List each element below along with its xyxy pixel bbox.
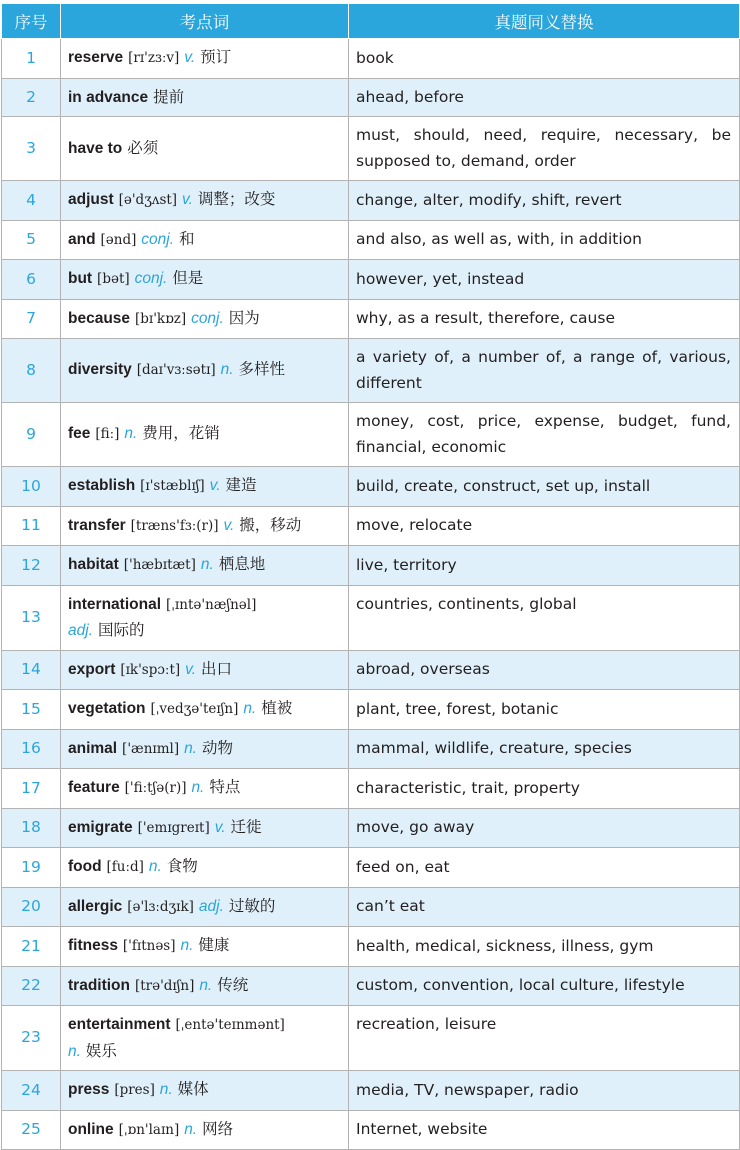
term-chinese-meaning: 迁徙 bbox=[230, 817, 262, 836]
term-chinese-meaning: 栖息地 bbox=[218, 555, 266, 573]
term-part-of-speech: v. bbox=[214, 818, 226, 836]
row-index: 4 bbox=[2, 181, 61, 221]
term-phonetic: [fuːd] bbox=[106, 859, 144, 875]
synonyms-cell: move, relocate bbox=[349, 506, 740, 546]
row-index: 15 bbox=[2, 690, 61, 730]
term-phonetic: [ənd] bbox=[100, 231, 137, 248]
row-index: 11 bbox=[2, 506, 61, 546]
term-chinese-meaning: 健康 bbox=[198, 936, 230, 954]
term-chinese-meaning: 但是 bbox=[172, 269, 204, 287]
synonyms-cell: book bbox=[349, 39, 740, 79]
term-phonetic: [ˌɒn'laɪn] bbox=[118, 1121, 180, 1138]
term-chinese-meaning: 调整；改变 bbox=[197, 190, 276, 208]
term-phonetic: [ə'dʒʌst] bbox=[118, 192, 178, 208]
term-phonetic: [rɪ'zɜːv] bbox=[128, 50, 180, 66]
table-row bbox=[2, 769, 740, 809]
table-body bbox=[2, 39, 740, 1150]
synonyms-cell: however, yet, instead bbox=[349, 260, 740, 300]
term-phonetic: [ˌentə'teɪnmənt] bbox=[175, 1017, 285, 1033]
synonyms-cell: can’t eat bbox=[349, 887, 740, 927]
term-part-of-speech: v. bbox=[223, 516, 235, 534]
term-chinese-meaning: 动物 bbox=[201, 738, 233, 757]
term-cell bbox=[61, 927, 349, 967]
synonyms-cell: a variety of, a number of, a range of, various, different bbox=[349, 339, 740, 403]
term-word: adjust bbox=[68, 191, 114, 208]
term-word: allergic bbox=[68, 897, 123, 915]
term-word: food bbox=[68, 858, 102, 875]
term-cell bbox=[61, 769, 349, 809]
row-index: 17 bbox=[2, 769, 61, 809]
synonyms-cell: and also, as well as, with, in addition bbox=[349, 220, 740, 260]
synonyms-cell: media, TV, newspaper, radio bbox=[349, 1071, 740, 1111]
term-phonetic: [bət] bbox=[97, 271, 130, 287]
synonyms-cell: characteristic, trait, property bbox=[349, 769, 740, 809]
term-cell bbox=[61, 887, 349, 927]
table-row bbox=[2, 181, 740, 221]
term-phonetic: ['ænɪml] bbox=[122, 740, 180, 757]
row-index: 3 bbox=[2, 117, 61, 181]
synonyms-cell: build, create, construct, set up, install bbox=[349, 467, 740, 507]
term-word: diversity bbox=[68, 361, 132, 379]
term-chinese-meaning: 费用，花销 bbox=[142, 424, 220, 443]
synonyms-cell: Internet, website bbox=[349, 1110, 740, 1150]
term-cell bbox=[61, 1006, 349, 1071]
row-index: 21 bbox=[2, 927, 61, 967]
table-header-row bbox=[2, 4, 740, 39]
table-row bbox=[2, 260, 740, 300]
table-row bbox=[2, 546, 740, 586]
term-phonetic: ['fɪtnəs] bbox=[122, 938, 176, 954]
table-row bbox=[2, 690, 740, 730]
term-part-of-speech: adj. bbox=[68, 622, 93, 639]
term-chinese-meaning: 和 bbox=[178, 229, 195, 248]
term-cell bbox=[61, 546, 349, 586]
table-row bbox=[2, 808, 740, 848]
term-part-of-speech: conj. bbox=[141, 230, 175, 248]
table-row bbox=[2, 117, 740, 181]
term-part-of-speech: n. bbox=[180, 937, 194, 954]
term-phonetic: [bɪ'kɒz] bbox=[134, 310, 187, 327]
table-row bbox=[2, 927, 740, 967]
synonyms-cell: plant, tree, forest, botanic bbox=[349, 690, 740, 730]
term-phonetic: ['fiːtʃə(r)] bbox=[124, 780, 187, 796]
table-row bbox=[2, 78, 740, 117]
term-cell bbox=[61, 506, 349, 546]
term-chinese-meaning: 多样性 bbox=[238, 360, 285, 379]
term-word: feature bbox=[68, 779, 120, 796]
term-part-of-speech: n. bbox=[148, 858, 162, 875]
synonyms-cell: feed on, eat bbox=[349, 848, 740, 888]
term-chinese-meaning: 媒体 bbox=[177, 1080, 209, 1098]
term-word: because bbox=[68, 309, 131, 327]
term-word: in advance bbox=[68, 88, 149, 106]
term-chinese-meaning: 因为 bbox=[228, 308, 260, 327]
table-row bbox=[2, 299, 740, 339]
header-index: 序号 bbox=[2, 4, 61, 39]
table-row bbox=[2, 848, 740, 888]
row-index: 23 bbox=[2, 1006, 61, 1071]
term-word: fitness bbox=[68, 937, 118, 954]
term-part-of-speech: n. bbox=[159, 1081, 173, 1098]
term-word: entertainment bbox=[68, 1016, 171, 1033]
term-phonetic: [trə'dɪʃn] bbox=[134, 977, 195, 994]
row-index: 7 bbox=[2, 299, 61, 339]
term-cell bbox=[61, 220, 349, 260]
term-part-of-speech: adj. bbox=[198, 897, 224, 915]
row-index: 13 bbox=[2, 585, 61, 650]
term-phonetic: [træns'fɜː(r)] bbox=[130, 517, 219, 534]
term-cell bbox=[61, 117, 349, 181]
term-part-of-speech: n. bbox=[68, 1042, 81, 1060]
header-keyword: 考点词 bbox=[61, 4, 349, 39]
table-row bbox=[2, 966, 740, 1006]
term-part-of-speech: conj. bbox=[134, 270, 168, 287]
term-cell bbox=[61, 690, 349, 730]
table-row bbox=[2, 506, 740, 546]
term-chinese-meaning: 搬，移动 bbox=[239, 515, 302, 534]
term-cell bbox=[61, 260, 349, 300]
term-phonetic: [fiː] bbox=[95, 426, 120, 443]
term-cell bbox=[61, 78, 349, 117]
table-row bbox=[2, 39, 740, 79]
term-part-of-speech: v. bbox=[184, 49, 196, 66]
term-cell bbox=[61, 585, 349, 650]
term-chinese-meaning: 必须 bbox=[127, 138, 159, 157]
term-cell bbox=[61, 299, 349, 339]
row-index: 22 bbox=[2, 966, 61, 1006]
term-part-of-speech: n. bbox=[184, 739, 197, 757]
synonyms-cell: abroad, overseas bbox=[349, 650, 740, 690]
term-word: tradition bbox=[68, 976, 130, 994]
row-index: 25 bbox=[2, 1110, 61, 1150]
term-word: international bbox=[68, 595, 162, 613]
synonyms-cell: countries, continents, global bbox=[349, 585, 740, 650]
term-cell bbox=[61, 848, 349, 888]
term-word: animal bbox=[68, 739, 118, 757]
term-part-of-speech: v. bbox=[182, 191, 193, 208]
term-part-of-speech: n. bbox=[220, 361, 234, 379]
row-index: 16 bbox=[2, 729, 61, 769]
synonyms-cell: mammal, wildlife, creature, species bbox=[349, 729, 740, 769]
term-phonetic: [ˌɪntə'næʃnəl] bbox=[165, 596, 257, 613]
term-part-of-speech: v. bbox=[209, 477, 221, 494]
table-row bbox=[2, 1071, 740, 1111]
term-part-of-speech: v. bbox=[185, 660, 197, 678]
term-chinese-meaning: 植被 bbox=[261, 699, 293, 717]
term-word: vegetation bbox=[68, 700, 146, 717]
term-cell bbox=[61, 467, 349, 507]
term-chinese-meaning: 提前 bbox=[153, 87, 185, 106]
term-word: press bbox=[68, 1081, 110, 1098]
term-part-of-speech: n. bbox=[243, 700, 257, 717]
term-word: fee bbox=[68, 425, 91, 443]
term-word: online bbox=[68, 1120, 114, 1138]
term-phonetic: [ɪk'spɔːt] bbox=[120, 661, 181, 678]
synonyms-cell: live, territory bbox=[349, 546, 740, 586]
synonyms-cell: health, medical, sickness, illness, gym bbox=[349, 927, 740, 967]
term-phonetic: [daɪ'vɜːsətɪ] bbox=[136, 362, 216, 379]
row-index: 5 bbox=[2, 220, 61, 260]
term-chinese-meaning: 国际的 bbox=[97, 621, 145, 639]
term-part-of-speech: n. bbox=[191, 779, 205, 796]
row-index: 2 bbox=[2, 78, 61, 117]
term-chinese-meaning: 过敏的 bbox=[228, 896, 276, 915]
term-word: emigrate bbox=[68, 818, 133, 836]
synonyms-cell: money, cost, price, expense, budget, fund, financial, economic bbox=[349, 403, 740, 467]
synonyms-cell: ahead, before bbox=[349, 78, 740, 117]
term-cell bbox=[61, 650, 349, 690]
term-cell bbox=[61, 729, 349, 769]
term-part-of-speech: n. bbox=[200, 556, 214, 573]
row-index: 18 bbox=[2, 808, 61, 848]
term-chinese-meaning: 食物 bbox=[166, 857, 198, 875]
table-row bbox=[2, 467, 740, 507]
term-chinese-meaning: 建造 bbox=[225, 476, 257, 494]
term-cell bbox=[61, 403, 349, 467]
synonyms-cell: move, go away bbox=[349, 808, 740, 848]
row-index: 1 bbox=[2, 39, 61, 79]
term-word: reserve bbox=[68, 49, 124, 66]
term-chinese-meaning: 娱乐 bbox=[85, 1041, 117, 1060]
row-index: 20 bbox=[2, 887, 61, 927]
table-row bbox=[2, 887, 740, 927]
table-row bbox=[2, 339, 740, 403]
term-chinese-meaning: 出口 bbox=[200, 659, 232, 678]
table-row bbox=[2, 220, 740, 260]
row-index: 24 bbox=[2, 1071, 61, 1111]
table-row bbox=[2, 729, 740, 769]
term-word: but bbox=[68, 270, 93, 287]
term-part-of-speech: n. bbox=[124, 425, 138, 443]
term-part-of-speech: n. bbox=[184, 1120, 198, 1138]
synonyms-cell: custom, convention, local culture, lifestyle bbox=[349, 966, 740, 1006]
term-cell bbox=[61, 1071, 349, 1111]
term-word: establish bbox=[68, 477, 136, 494]
term-word: have to bbox=[68, 139, 123, 157]
table-row bbox=[2, 403, 740, 467]
row-index: 10 bbox=[2, 467, 61, 507]
term-chinese-meaning: 网络 bbox=[202, 1119, 234, 1138]
term-cell bbox=[61, 181, 349, 221]
term-part-of-speech: conj. bbox=[191, 309, 224, 327]
vocabulary-table bbox=[1, 3, 740, 1150]
term-word: habitat bbox=[68, 556, 119, 573]
row-index: 14 bbox=[2, 650, 61, 690]
table-row bbox=[2, 650, 740, 690]
term-phonetic: [ə'lɜːdʒɪk] bbox=[127, 898, 194, 915]
term-word: transfer bbox=[68, 516, 126, 534]
synonyms-cell: must, should, need, require, necessary, be supposed to, demand, order bbox=[349, 117, 740, 181]
row-index: 8 bbox=[2, 339, 61, 403]
row-index: 12 bbox=[2, 546, 61, 586]
term-phonetic: [ɪ'stæblɪʃ] bbox=[140, 478, 205, 494]
synonyms-cell: why, as a result, therefore, cause bbox=[349, 299, 740, 339]
term-phonetic: ['emɪgreɪt] bbox=[137, 819, 210, 836]
term-part-of-speech: n. bbox=[199, 976, 213, 994]
synonyms-cell: change, alter, modify, shift, revert bbox=[349, 181, 740, 221]
term-chinese-meaning: 预订 bbox=[200, 48, 232, 66]
term-chinese-meaning: 传统 bbox=[217, 975, 249, 994]
term-phonetic: [pres] bbox=[114, 1082, 155, 1098]
term-cell bbox=[61, 1110, 349, 1150]
synonyms-cell: recreation, leisure bbox=[349, 1006, 740, 1071]
term-phonetic: [ˌvedʒə'teɪʃn] bbox=[150, 701, 239, 717]
term-cell bbox=[61, 339, 349, 403]
table-row bbox=[2, 585, 740, 650]
row-index: 9 bbox=[2, 403, 61, 467]
term-chinese-meaning: 特点 bbox=[209, 778, 241, 796]
term-cell bbox=[61, 808, 349, 848]
term-phonetic: ['hæbɪtæt] bbox=[123, 557, 196, 573]
term-cell bbox=[61, 39, 349, 79]
term-word: and bbox=[68, 230, 96, 248]
term-cell bbox=[61, 966, 349, 1006]
table-row bbox=[2, 1006, 740, 1071]
row-index: 19 bbox=[2, 848, 61, 888]
term-word: export bbox=[68, 660, 116, 678]
row-index: 6 bbox=[2, 260, 61, 300]
header-synonyms: 真题同义替换 bbox=[349, 4, 740, 39]
table-row bbox=[2, 1110, 740, 1150]
